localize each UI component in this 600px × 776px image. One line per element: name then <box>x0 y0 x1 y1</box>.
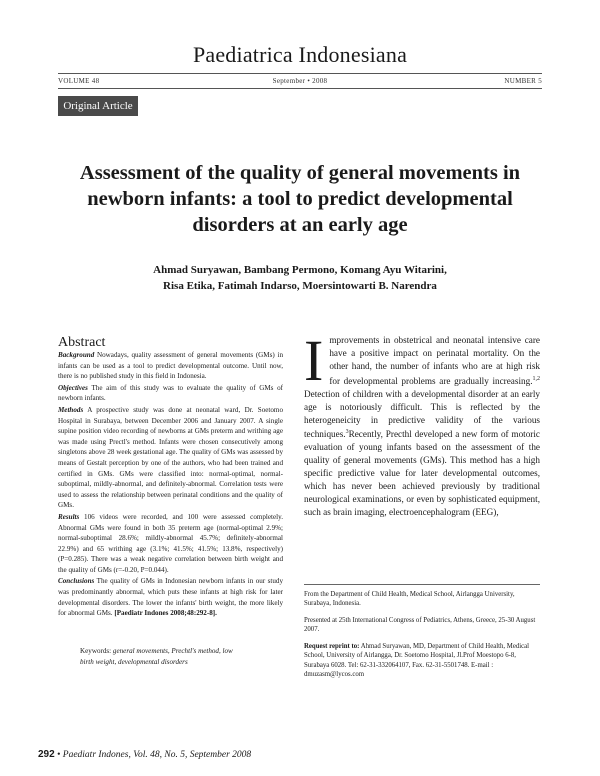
background-label: Background <box>58 351 95 359</box>
abstract-background <box>58 350 283 382</box>
reprint-text: Ahmad Suryawan, MD, Department of Child Health, Medical School, University of Airlangga, Dr. Soetomo Hospital, Jl.Prof Moestopo 6-8, Surabaya 6028. Tel: 62-31-332064107, Fax. 62-31-5501748. E-mail : dmuzasm@lycos.com <box>304 643 530 679</box>
body-text <box>304 328 540 519</box>
drop-cap: I <box>304 328 324 393</box>
objectives-text: The aim of this study was to evaluate the quality of GMs of newborn infants. <box>58 383 283 403</box>
author-line-2: Risa Etika, Fatimah Indarso, Moersintowarti B. Narendra <box>163 280 437 292</box>
keywords <box>80 646 280 667</box>
body-text-c: Recently, Precthl developed a new form of motoric evaluation of young infants based on the assessment of the quality of general movements (GMs). This method has a high specific predictive value for later developmental outcomes, which has never been achieved previously by traditional neurological examinations, or even by sophisticated equipment, such as brain imaging, electroencephalogram (EEG), <box>304 429 540 517</box>
conclusions-text: The quality of GMs in Indonesian newborn infants in our study was predominantly abnormal, which puts these infants at high risk for later developmental disorders. The lower the infants' birth weight, the more likely for abnormal GMs. <box>58 577 283 618</box>
keywords-line-1 <box>80 646 280 657</box>
background-text: Nowadays, quality assessment of general movements (GMs) in infants can be used as a tool to predict developmental outcome. Until now, there is no published study in this field in Indonesia. <box>58 351 283 381</box>
body-text-a: mprovements in obstetrical and neonatal intensive care have a positive impact on perinatal mortality. On the other hand, the number of infants who are at high risk for developmental problems are gradually increasing. <box>329 335 540 386</box>
volume-label: VOLUME 48 <box>58 77 100 85</box>
abstract-heading: Abstract <box>58 335 106 350</box>
page-footer: 292 • Paediatr Indones, Vol. 48, No. 5, September 2008 <box>38 749 252 760</box>
conclusions-label: Conclusions <box>58 577 95 586</box>
header-rule-top <box>58 73 542 74</box>
footnote-affiliation: From the Department of Child Health, Medical School, Airlangga University, Surabaya, Indonesia. <box>304 591 515 608</box>
abstract-body <box>58 350 283 620</box>
journal-title: Paediatrica Indonesiana <box>192 42 408 67</box>
abstract-citation: [Paediatr Indones 2008;48:292-8]. <box>114 609 217 618</box>
header-rule-bottom <box>58 88 542 89</box>
abstract-methods <box>58 405 283 511</box>
ref-1-2: 1,2 <box>532 375 540 382</box>
author-line-1: Ahmad Suryawan, Bambang Permono, Komang Ayu Witarini, <box>153 264 447 276</box>
keywords-text-1: general movements, Prechtl's method, low <box>112 647 233 655</box>
body-text-b: Detection of children with a developmental disorder at an early age is notoriously difficult. This is reflected by the heterogeneicity in predictive validity of the various techniques. <box>304 388 540 440</box>
keywords-text-2: birth weight, developmental disorders <box>80 657 188 666</box>
abstract-objectives <box>58 383 283 404</box>
footnote-rule <box>304 584 540 585</box>
footnote-presented: Presented at 25th International Congress of Pediatrics, Athens, Greece, 25-30 August 2007. <box>304 617 536 634</box>
footnote-reprint <box>304 642 540 680</box>
methods-text: A prospective study was done at neonatal ward, Dr. Soetomo Hospital in Surabaya, between December 2006 and January 2007. A single supine position video recording of newborns at GMs preterm and writhing age was made using Prectl's method. Infants were chosen consecutively among singletons above 28 week gestational age. The quality of GMs was assessed by means of Gestalt perception by one of the authors, who had been trained and certified in GMs. GMs were classified into: normal-optimal, normal-suboptimal, mildly-abnormal, and definitely-abnormal. Correlation tests were used to assess the relationship between perinatal conditions and the quality of GMs. <box>58 405 283 510</box>
results-text: 106 videos were recorded, and 100 were assessed completely. Abnormal GMs were found in both 35 preterm age (normal-optimal 2.9%; normal-suboptimal 28.6%; mildly-abnormal 45.7%; definitely-abnormal 22.9%) and 65 writhing age (3.1%; 41.5%; 41.5%; 13.8%, respectively) (P=0.285). There was a weak negative correlation between birth weight and the quality of GMs (r=-0.20, P=0.044). <box>58 512 283 574</box>
objectives-label: Objectives <box>58 383 88 392</box>
article-type-badge: Original Article <box>58 96 138 116</box>
abstract-conclusions <box>58 576 283 618</box>
author-list <box>90 262 510 294</box>
footer-citation: Paediatr Indones, Vol. 48, No. 5, September 2008 <box>62 750 252 760</box>
reprint-label: Request reprint to: <box>304 643 360 650</box>
methods-label: Methods <box>58 405 84 414</box>
keywords-label: Keywords: <box>80 647 112 655</box>
article-title: Assessment of the quality of general movements in newborn infants: a tool to predict developmental disorders at an early age <box>79 162 521 236</box>
page-number: 292 <box>38 749 55 760</box>
abstract-results <box>58 512 283 576</box>
results-label: Results <box>58 512 80 521</box>
issue-number: NUMBER 5 <box>504 77 542 85</box>
ref-3: 3 <box>345 429 349 436</box>
issue-date: September • 2008 <box>272 77 328 85</box>
